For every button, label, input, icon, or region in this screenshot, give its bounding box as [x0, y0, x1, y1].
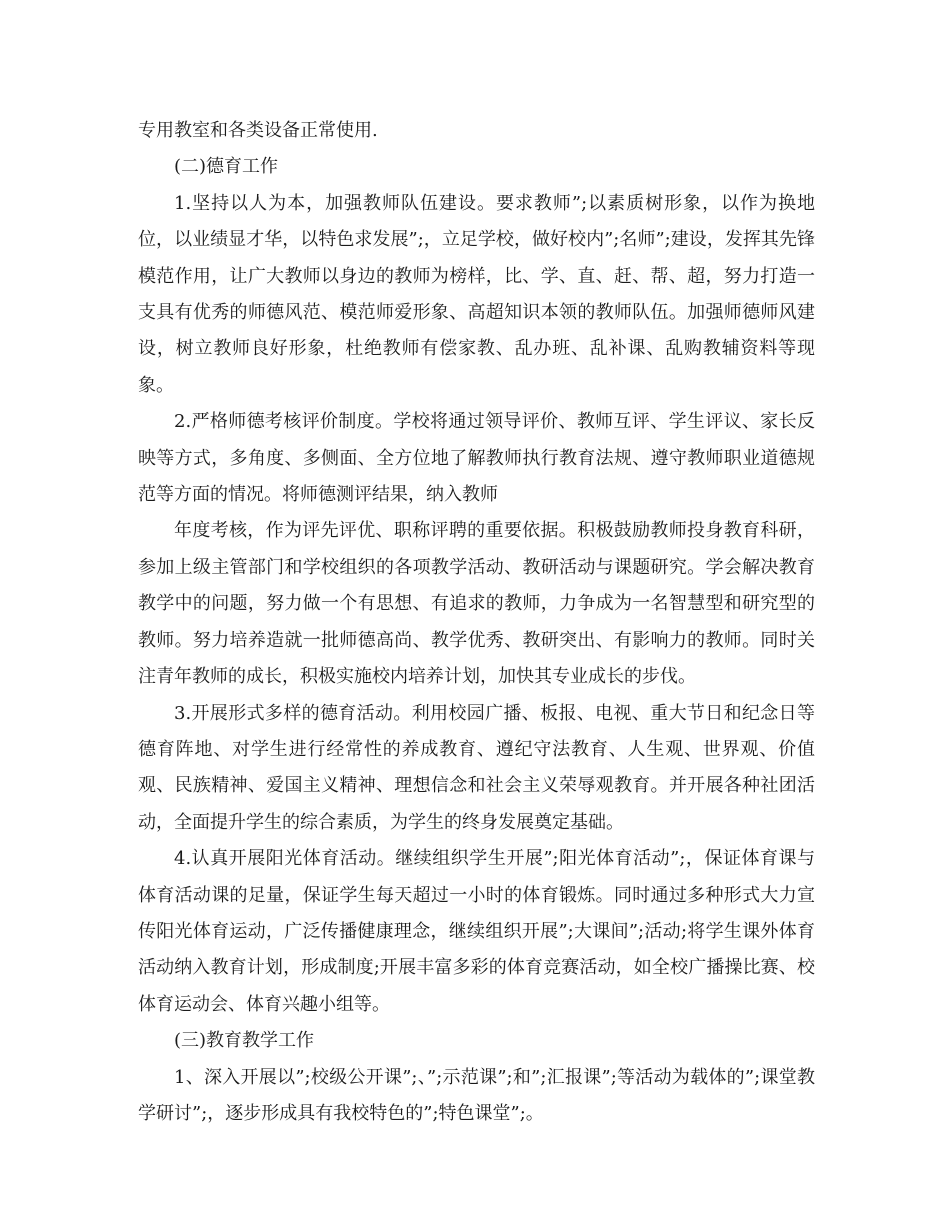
paragraph-item-3: 3.开展形式多样的德育活动。利用校园广播、板报、电视、重大节日和纪念日等德育阵地、对学生进行经常性的养成教育、遵纪守法教育、人生观、世界观、价值观、民族精神、爱国主义精神、理想信念和社会主义荣辱观教育。并开展各种社团活动，全面提升学生的综合素质，为学生的终身发展奠定基础。 — [138, 702, 815, 833]
paragraph-item-4: 4.认真开展阳光体育活动。继续组织学生开展”;阳光体育活动”;，保证体育课与体育活动课的足量，保证学生每天超过一小时的体育锻炼。同时通过多种形式大力宣传阳光体育运动，广泛传播健康理念，继续组织开展”;大课间”;活动;将学生课外体育活动纳入教育计划，形成制度;开展丰富多彩的体育竞赛活动，如全校广播操比赛、校体育运动会、体育兴趣小组等。 — [138, 848, 815, 1015]
paragraph-item-2: 2.严格师德考核评价制度。学校将通过领导评价、教师互评、学生评议、家长反映等方式，多角度、多侧面、全方位地了解教师执行教育法规、遵守教师职业道德规范等方面的情况。将师德测评结果，纳入教师 — [138, 411, 815, 506]
paragraph-continuation: 专用教室和各类设备正常使用. — [138, 120, 378, 141]
paragraph-item-2-continued: 年度考核，作为评先评优、职称评聘的重要依据。积极鼓励教师投身教育科研，参加上级主管部门和学校组织的各项教学活动、教研活动与课题研究。学会解决教育教学中的问题，努力做一个有思想、有追求的教师，力争成为一名智慧型和研究型的教师。努力培养造就一批师德高尚、教学优秀、教研突出、有影响力的教师。同时关注青年教师的成长，积极实施校内培养计划，加快其专业成长的步伐。 — [138, 520, 815, 688]
paragraph-item-1: 1.坚持以人为本，加强教师队伍建设。要求教师”;以素质树形象，以作为换地位，以业绩显才华，以特色求发展”;，立足学校，做好校内”;名师”;建设，发挥其先锋模范作用，让广大教师以身边的教师为榜样，比、学、直、赶、帮、超，努力打造一支具有优秀的师德风范、模范师爱形象、高超知识本领的教师队伍。加强师德师风建设，树立教师良好形象，杜绝教师有偿家教、乱办班、乱补课、乱购教辅资料等现象。 — [138, 192, 815, 396]
section-heading-moral-education: (二)德育工作 — [174, 156, 279, 178]
section-heading-teaching-work: (三)教育教学工作 — [174, 1030, 315, 1052]
paragraph-teaching-item-1: 1、深入开展以”;校级公开课”;、”;示范课”;和”;汇报课”;等活动为载体的”;课堂教学研讨”;，逐步形成具有我校特色的”;特色课堂”;。 — [138, 1066, 815, 1124]
